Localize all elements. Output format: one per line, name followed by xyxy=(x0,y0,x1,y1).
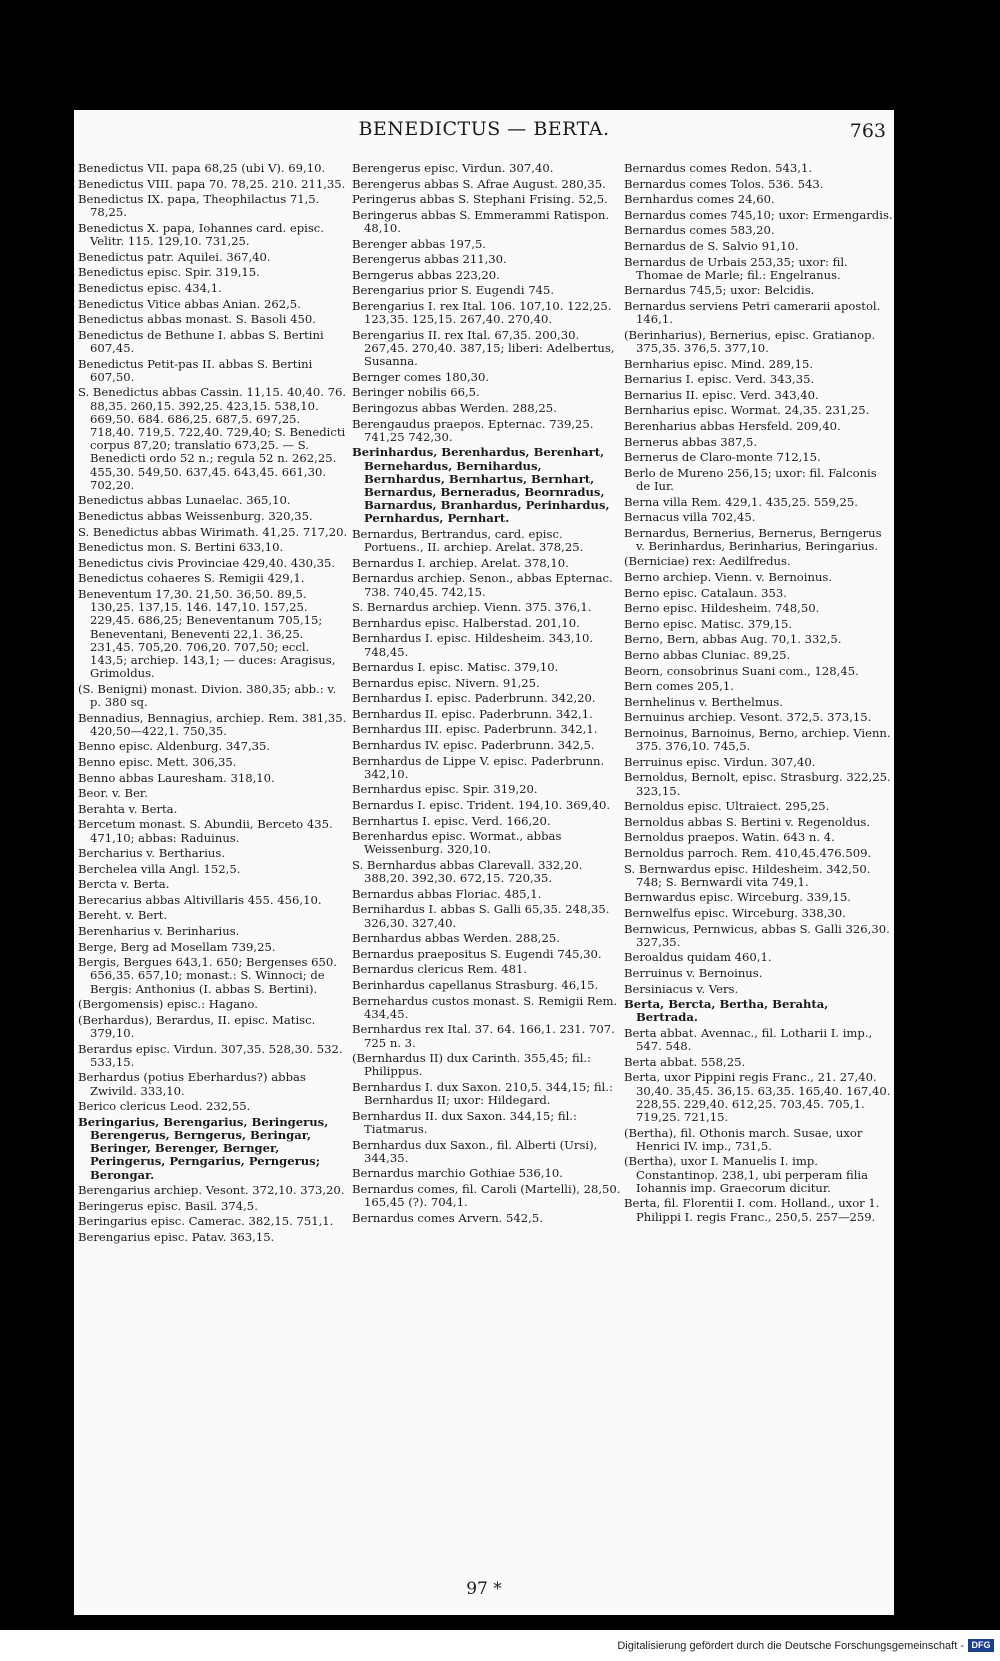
index-entry: Bernardus marchio Gothiae 536,10. xyxy=(352,1166,563,1181)
index-entry: Bernardus abbas Floriac. 485,1. xyxy=(352,886,542,901)
index-entry: (Bertha), uxor I. Manuelis I. imp. Constantinop. 238,1, ubi perperam filia Iohannis imp. Graecorum dicitur. xyxy=(624,1154,869,1195)
signature-mark: 97 * xyxy=(466,1579,502,1599)
index-entry: Berta, uxor Pippini regis Franc., 21. 27,40. 30,40. 35,45. 36,15. 63,35. 165,40. 167,40. 228,55. 229,40. 612,25. 703,45. 705,1. 719,25. 721,15. xyxy=(624,1070,891,1124)
index-entry: Berta abbat. 558,25. xyxy=(624,1054,746,1069)
index-entry: Bernardus episc. Nivern. 91,25. xyxy=(352,675,540,690)
index-entry: Berchelea villa Angl. 152,5. xyxy=(78,861,241,876)
index-entry: Berno, Bern, abbas Aug. 70,1. 332,5. xyxy=(624,632,842,647)
index-column-2 xyxy=(352,162,622,1227)
index-entry: Berruinus episc. Virdun. 307,40. xyxy=(624,754,816,769)
index-entry: Beroaldus quidam 460,1. xyxy=(624,950,772,965)
index-entry: S. Bernardus archiep. Vienn. 375. 376,1. xyxy=(352,600,592,615)
document-page xyxy=(74,110,894,1615)
index-entry: Benedictus abbas monast. S. Basoli 450. xyxy=(78,312,316,327)
index-entry: Bercharius v. Bertharius. xyxy=(78,846,226,861)
index-entry: Berengarius archiep. Vesont. 372,10. 373,20. xyxy=(78,1183,345,1198)
index-entry: Berico clericus Leod. 232,55. xyxy=(78,1099,251,1114)
index-entry: Benno episc. Aldenburg. 347,35. xyxy=(78,739,271,754)
index-entry: Bernhardus comes 24,60. xyxy=(624,192,775,207)
index-entry: Berengerus abbas 211,30. xyxy=(352,252,507,267)
index-entry: (S. Benigni) monast. Divion. 380,35; abb.: v. p. 380 sq. xyxy=(78,681,337,709)
index-entry: Benedictus episc. Spir. 319,15. xyxy=(78,265,260,280)
index-entry: Berngerus abbas 223,20. xyxy=(352,267,500,282)
index-entry: Benedictus abbas Weissenburg. 320,35. xyxy=(78,508,313,523)
index-entry: Bernerus abbas 387,5. xyxy=(624,434,758,449)
index-entry: Berardus episc. Virdun. 307,35. 528,30. 532. 533,15. xyxy=(78,1041,343,1069)
index-entry: Bernoldus praepos. Watin. 643 n. 4. xyxy=(624,830,835,845)
index-entry: Bernhardus episc. Halberstad. 201,10. xyxy=(352,615,580,630)
index-entry: Bergis, Bergues 643,1. 650; Bergenses 650. 656,35. 657,10; monast.: S. Winnoci; de Bergis: Anthonius (I. abbas S. Bertini). xyxy=(78,955,337,996)
index-entry: Beneventum 17,30. 21,50. 36,50. 89,5. 130,25. 137,15. 146. 147,10. 157,25. 229,45. 686,25; Beneventanum 705,15; Beneventani, Beneventi 22,1. 36,25. 231,45. 705,20. 706,20. 707,50; eccl. 143,5; archiep. 143,1; — duces: Aragisus, Grimoldus. xyxy=(78,586,336,681)
index-entry: Berengerus episc. Virdun. 307,40. xyxy=(352,161,554,175)
index-entry: S. Bernhardus abbas Clarevall. 332,20. 388,20. 392,30. 672,15. 720,35. xyxy=(352,858,583,886)
index-entry: (Bertha), fil. Othonis march. Susae, uxor Henrici IV. imp., 731,5. xyxy=(624,1125,863,1153)
index-entry: Berno abbas Cluniac. 89,25. xyxy=(624,648,791,663)
index-entry: Beorn, consobrinus Suani com., 128,45. xyxy=(624,663,859,678)
index-entry: Benedictus episc. 434,1. xyxy=(78,280,222,295)
index-entry: Bernardus I. episc. Trident. 194,10. 369,40. xyxy=(352,798,611,813)
index-entry: Bernardus serviens Petri camerarii apostol. 146,1. xyxy=(624,298,881,327)
index-entry: (Bergomensis) episc.: Hagano. xyxy=(78,997,258,1012)
index-entry: Berno episc. Matisc. 379,15. xyxy=(624,616,793,631)
index-entry: (Bernhardus II) dux Carinth. 355,45; fil.: Philippus. xyxy=(352,1051,592,1079)
index-entry: Bernardus comes 745,10; uxor: Ermengardis. xyxy=(624,207,893,222)
index-entry: (Berhardus), Berardus, II. episc. Matisc. 379,10. xyxy=(78,1012,316,1041)
index-entry: Benedictus mon. S. Bertini 633,10. xyxy=(78,540,284,555)
index-entry: Bernacus villa 702,45. xyxy=(624,510,756,525)
index-entry: Benedictus cohaeres S. Remigii 429,1. xyxy=(78,571,305,586)
index-entry: Benedictus VIII. papa 70. 78,25. 210. 211,35. xyxy=(78,176,346,191)
index-entry: Bernoldus abbas S. Bertini v. Regenoldus. xyxy=(624,814,871,829)
index-entry: Berhardus (potius Eberhardus?) abbas Zwivild. 333,10. xyxy=(78,1070,306,1098)
index-entry: Beringarius episc. Camerac. 382,15. 751,1. xyxy=(78,1214,334,1229)
index-entry: Bernhelinus v. Berthelmus. xyxy=(624,694,783,709)
index-entry: Bernoinus, Barnoinus, Berno, archiep. Vienn. 375. 376,10. 745,5. xyxy=(624,726,891,754)
index-entry: Bernhardus IV. episc. Paderbrunn. 342,5. xyxy=(352,738,595,753)
index-entry: Benedictus civis Provinciae 429,40. 430,35. xyxy=(78,555,336,570)
index-entry: Bernardus comes Redon. 543,1. xyxy=(624,161,813,175)
index-entry: S. Benedictus abbas Cassin. 11,15. 40,40. 76. 88,35. 260,15. 392,25. 423,15. 538,10. 669,50. 684. 686,25. 687,5. 697,25. 718,40. 719,5. 722,40. 729,40; S. Benedicti corpus 87,20; translatio 673,25. — S. Benedicti ordo 52 n.; regula 52 n. 262,25. 455,30. 549,50. 637,45. 643,45. 661,30. 702,20. xyxy=(78,385,347,492)
index-entry: Benedictus Vitice abbas Anian. 262,5. xyxy=(78,296,301,311)
index-entry: Berengarius I. rex Ital. 106. 107,10. 122,25. 123,35. 125,15. 267,40. 270,40. xyxy=(352,298,612,327)
index-entry: Bernwelfus episc. Wirceburg. 338,30. xyxy=(624,905,846,920)
index-entry: Bersiniacus v. Vers. xyxy=(624,981,739,996)
index-entry: Berengarius prior S. Eugendi 745. xyxy=(352,283,555,298)
index-entry: Bennadius, Bennagius, archiep. Rem. 381,35. 420,50—422,1. 750,35. xyxy=(78,710,347,738)
index-entry: Benedictus de Bethune I. abbas S. Bertini 607,45. xyxy=(78,327,324,355)
index-entry: Berenhardus episc. Wormat., abbas Weissenburg. 320,10. xyxy=(352,829,562,857)
index-entry: Bernardus de S. Salvio 91,10. xyxy=(624,238,799,253)
index-entry: Bernhardus abbas Werden. 288,25. xyxy=(352,931,560,946)
index-entry: Bernwicus, Pernwicus, abbas S. Galli 326,30. 327,35. xyxy=(624,921,890,949)
index-entry: Benno episc. Mett. 306,35. xyxy=(78,754,237,769)
index-entry: Beringer nobilis 66,5. xyxy=(352,385,480,400)
index-entry: Berengarius II. rex Ital. 67,35. 200,30. 267,45. 270,40. 387,15; liberi: Adelbertus, Susanna. xyxy=(352,327,615,369)
index-entry: Beringerus episc. Basil. 374,5. xyxy=(78,1198,258,1213)
index-entry: Benedictus Petit-pas II. abbas S. Bertini 607,50. xyxy=(78,356,313,384)
index-entry: Benedictus VII. papa 68,25 (ubi V). 69,10. xyxy=(78,161,326,175)
index-entry: Bernardus comes Tolos. 536. 543. xyxy=(624,176,824,191)
index-entry: Bernhardus III. episc. Paderbrunn. 342,1. xyxy=(352,722,598,737)
index-entry: Bern comes 205,1. xyxy=(624,679,734,694)
index-entry: Berecarius abbas Altivillaris 455. 456,10. xyxy=(78,892,322,907)
index-entry: Beringarius, Berengarius, Beringerus, Berengerus, Berngerus, Beringar, Beringer, Berenger, Bernger, Peringerus, Perngarius, Perngerus; Berongar. xyxy=(78,1114,329,1182)
index-entry: Bernarius II. episc. Verd. 343,40. xyxy=(624,387,819,402)
index-entry: Bernardus praepositus S. Eugendi 745,30. xyxy=(352,946,602,961)
index-entry: Bernhardus I. episc. Paderbrunn. 342,20. xyxy=(352,691,596,706)
index-entry: Beor. v. Ber. xyxy=(78,786,148,801)
index-entry: Berengarius episc. Patav. 363,15. xyxy=(78,1230,275,1245)
dfg-logo: DFG xyxy=(968,1639,994,1652)
index-entry: Berengerus abbas S. Afrae August. 280,35. xyxy=(352,176,606,191)
index-entry: Bernhardus I. episc. Hildesheim. 343,10. 748,45. xyxy=(352,631,594,659)
index-entry: Bernharius episc. Mind. 289,15. xyxy=(624,356,814,371)
index-entry: Bernardus comes Arvern. 542,5. xyxy=(352,1210,543,1225)
index-entry: Berno episc. Catalaun. 353. xyxy=(624,585,787,600)
index-entry: Bernardus I. episc. Matisc. 379,10. xyxy=(352,660,559,675)
index-entry: Berta abbat. Avennac., fil. Lotharii I. imp., 547. 548. xyxy=(624,1025,873,1054)
index-entry: Beringozus abbas Werden. 288,25. xyxy=(352,400,557,415)
index-entry: Benedictus abbas Lunaelac. 365,10. xyxy=(78,493,291,508)
index-entry: Berno archiep. Vienn. v. Bernoinus. xyxy=(624,570,833,585)
index-entry: Bernoldus episc. Ultraiect. 295,25. xyxy=(624,799,830,814)
index-entry: Benedictus patr. Aquilei. 367,40. xyxy=(78,249,271,264)
index-column-1 xyxy=(78,162,348,1247)
footer-credit: Digitalisierung gefördert durch die Deutsche Forschungsgemeinschaft - xyxy=(617,1640,964,1652)
index-entry: Bernardus de Urbais 253,35; uxor: fil. Thomae de Marle; fil.: Engelranus. xyxy=(624,254,848,282)
index-entry: Bernhardus rex Ital. 37. 64. 166,1. 231. 707. 725 n. 3. xyxy=(352,1022,615,1050)
index-entry: Berenharius abbas Hersfeld. 209,40. xyxy=(624,418,841,433)
index-entry: Berenger abbas 197,5. xyxy=(352,236,486,251)
index-entry: Benedictus IX. papa, Theophilactus 71,5. 78,25. xyxy=(78,192,320,220)
index-entry: Bernhardus I. dux Saxon. 210,5. 344,15; fil.: Bernhardus II; uxor: Hildegard. xyxy=(352,1080,613,1108)
index-entry: Bernerus de Claro-monte 712,15. xyxy=(624,450,821,465)
index-entry: Bernhardus episc. Spir. 319,20. xyxy=(352,782,538,797)
index-column-3 xyxy=(624,162,894,1226)
index-entry: Bernhardus dux Saxon., fil. Alberti (Ursi), 344,35. xyxy=(352,1137,598,1165)
index-entry: Bernhardus II. episc. Paderbrunn. 342,1. xyxy=(352,706,593,721)
index-entry: Berge, Berg ad Mosellam 739,25. xyxy=(78,939,276,954)
index-entry: Benno abbas Lauresham. 318,10. xyxy=(78,770,275,785)
index-entry: (Berinharius), Bernerius, episc. Gratianop. 375,35. 376,5. 377,10. xyxy=(624,327,876,355)
index-entry: Bernger comes 180,30. xyxy=(352,369,490,384)
page-number: 763 xyxy=(849,120,886,142)
index-entry: Bernardus I. archiep. Arelat. 378,10. xyxy=(352,555,569,570)
index-entry: Bernarius I. episc. Verd. 343,35. xyxy=(624,372,815,387)
index-entry: Berengaudus praepos. Epternac. 739,25. 741,25 742,30. xyxy=(352,416,594,444)
running-header xyxy=(74,118,894,148)
index-entry: Beringerus abbas S. Emmerammi Ratispon. 48,10. xyxy=(352,207,610,235)
index-entry: Berahta v. Berta. xyxy=(78,801,178,816)
index-entry: Bernharius episc. Wormat. 24,35. 231,25. xyxy=(624,403,870,418)
page-title: BENEDICTUS — BERTA. xyxy=(358,118,610,140)
index-entry: Bernhartus I. episc. Verd. 166,20. xyxy=(352,813,551,828)
index-entry: Bernhardus de Lippe V. episc. Paderbrunn. 342,10. xyxy=(352,753,605,781)
index-entry: Berenharius v. Berinharius. xyxy=(78,924,240,939)
index-entry: Bernardus, Bertrandus, card. episc. Portuens., II. archiep. Arelat. 378,25. xyxy=(352,526,584,555)
index-entry: Bernoldus parroch. Rem. 410,45.476.509. xyxy=(624,845,872,860)
index-entry: Bercta v. Berta. xyxy=(78,877,170,892)
index-entry: Berinhardus capellanus Strasburg. 46,15. xyxy=(352,978,599,993)
index-entry: Berta, Bercta, Bertha, Berahta, Bertrada. xyxy=(624,997,829,1025)
index-entry: Bernardus clericus Rem. 481. xyxy=(352,962,528,977)
index-entry: Bernardus archiep. Senon., abbas Epternac. 738. 740,45. 742,15. xyxy=(352,571,613,599)
index-entry: S. Bernwardus episc. Hildesheim. 342,50. 748; S. Bernwardi vita 749,1. xyxy=(624,861,871,889)
index-entry: Bernuinus archiep. Vesont. 372,5. 373,15. xyxy=(624,710,872,725)
index-entry: Berna villa Rem. 429,1. 435,25. 559,25. xyxy=(624,494,858,509)
index-entry: Bereht. v. Bert. xyxy=(78,908,168,923)
footer-bar xyxy=(0,1630,1000,1661)
index-entry: Benedictus X. papa, Iohannes card. episc. Velitr. 115. 129,10. 731,25. xyxy=(78,220,324,249)
index-entry: Bernwardus episc. Wirceburg. 339,15. xyxy=(624,890,851,905)
index-entry: Berta, fil. Florentii I. com. Holland., uxor 1. Philippi I. regis Franc., 250,5. 257—259. xyxy=(624,1196,880,1224)
index-entry: Bernehardus custos monast. S. Remigii Rem. 434,45. xyxy=(352,993,618,1021)
index-entry: (Berniciae) rex: Aedilfredus. xyxy=(624,554,791,569)
index-entry: Bernardus, Bernerius, Bernerus, Berngerus v. Berinhardus, Berinharius, Beringarius. xyxy=(624,525,882,553)
index-entry: S. Benedictus abbas Wirimath. 41,25. 717,20. xyxy=(78,524,348,539)
index-entry: Peringerus abbas S. Stephani Frising. 52,5. xyxy=(352,192,608,207)
index-entry: Bernardus comes 583,20. xyxy=(624,223,775,238)
index-entry: Berno episc. Hildesheim. 748,50. xyxy=(624,601,820,616)
index-entry: Bernardus 745,5; uxor: Belcidis. xyxy=(624,283,815,298)
index-entry: Bernardus comes, fil. Caroli (Martelli), 28,50. 165,45 (?). 704,1. xyxy=(352,1181,621,1210)
index-entry: Bernhardus II. dux Saxon. 344,15; fil.: Tiatmarus. xyxy=(352,1108,577,1136)
index-entry: Bernihardus I. abbas S. Galli 65,35. 248,35. 326,30. 327,40. xyxy=(352,902,610,930)
index-entry: Bercetum monast. S. Abundii, Berceto 435. 471,10; abbas: Raduinus. xyxy=(78,817,333,845)
index-entry: Berruinus v. Bernoinus. xyxy=(624,965,763,980)
index-entry: Bernoldus, Bernolt, episc. Strasburg. 322,25. 323,15. xyxy=(624,770,891,798)
index-entry: Berlo de Mureno 256,15; uxor: fil. Falconis de Iur. xyxy=(624,465,877,493)
index-entry: Berinhardus, Berenhardus, Berenhart, Bernehardus, Bernihardus, Bernhardus, Bernhartus, Bernhart, Bernardus, Berneradus, Beornradus, Barnardus, Branhardus, Perinhardus, Pernhardus, Pernhart. xyxy=(352,445,610,526)
